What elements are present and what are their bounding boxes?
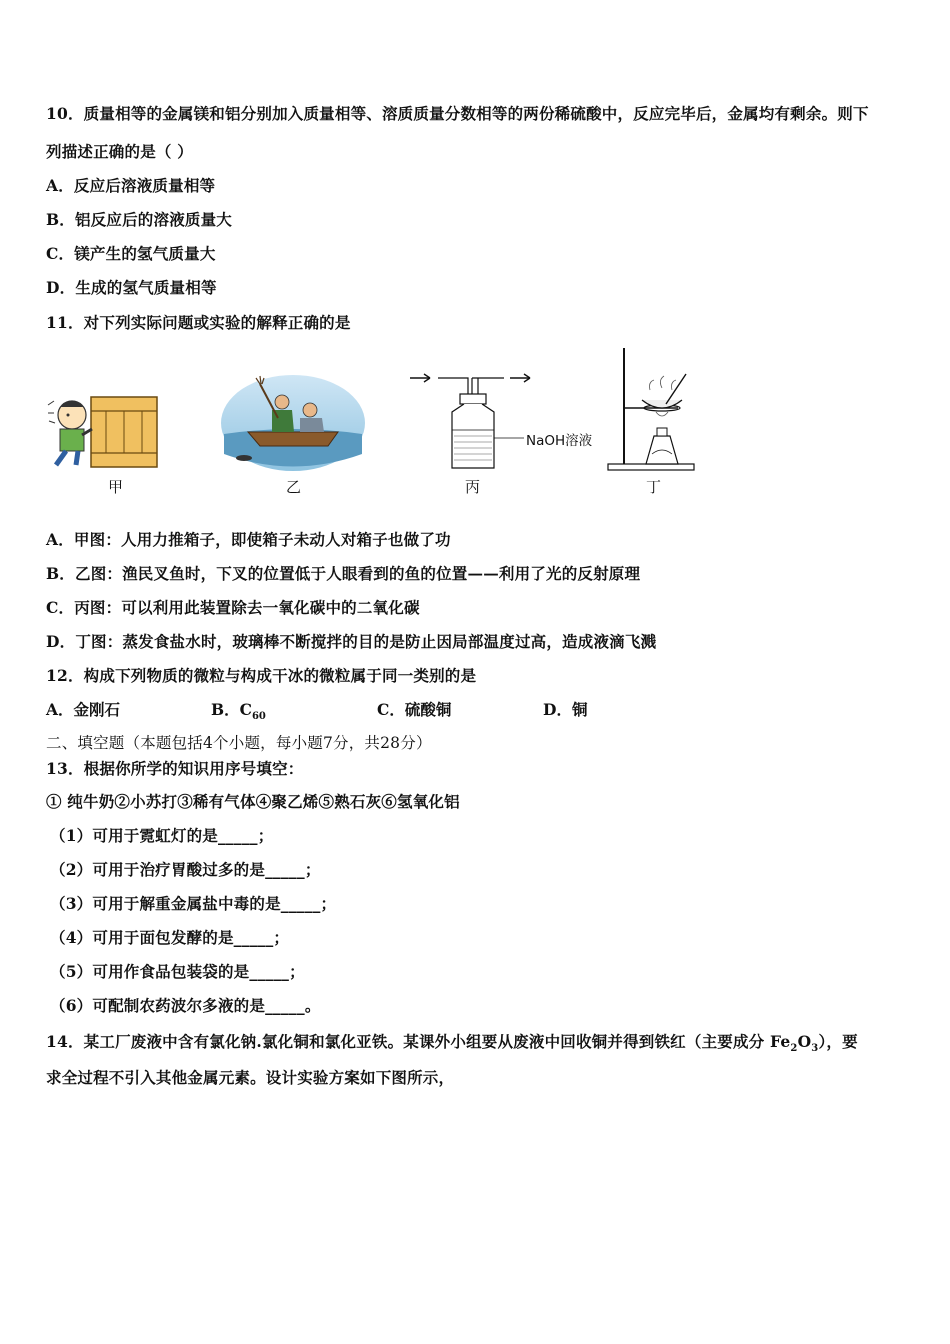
q12-option-c: C．硫酸铜 [377, 700, 452, 719]
q14-subscript-2: 2 [790, 1043, 798, 1055]
q14-line1-text-b: ），要 [818, 1032, 858, 1051]
naoh-solution-label: NaOH溶液 [526, 433, 593, 449]
q13-stem: 13．根据你所学的知识用序号填空： [46, 759, 304, 778]
q10-option-d: D．生成的氢气质量相等 [46, 278, 217, 297]
q14-subscript-3: 3 [811, 1043, 819, 1055]
q13-blank-1: （1）可用于霓虹灯的是_____； [50, 826, 274, 845]
q10-option-a: A．反应后溶液质量相等 [46, 176, 216, 195]
q14-line1 [46, 1030, 858, 1054]
q11-option-d: D．丁图：蒸发食盐水时，玻璃棒不断搅拌的目的是防止因局部温度过高，造成液滴飞溅 [46, 632, 657, 651]
q10-stem-line2: 列描述正确的是（ ） [46, 142, 193, 161]
q12-option-b-subscript: 60 [251, 711, 266, 723]
q11-stem: 11．对下列实际问题或实验的解释正确的是 [46, 313, 351, 332]
q13-blank-4: （4）可用于面包发酵的是_____； [50, 928, 290, 947]
q13-blank-2: （2）可用于治疗胃酸过多的是_____； [50, 860, 321, 879]
figure-jia-pushing-box [46, 385, 161, 470]
q13-choices: ① 纯牛奶②小苏打③稀有气体④聚乙烯⑤熟石灰⑥氢氧化铝 [46, 792, 460, 811]
q12-option-d: D．铜 [543, 700, 588, 719]
q14-line2: 求全过程不引入其他金属元素。设计实验方案如下图所示， [46, 1068, 455, 1087]
q12-stem: 12．构成下列物质的微粒与构成干冰的微粒属于同一类别的是 [46, 666, 477, 685]
figure-caption-ding: 丁 [646, 478, 662, 496]
figure-yi-fishing-boat [220, 374, 366, 472]
q10-option-c: C．镁产生的氢气质量大 [46, 244, 216, 263]
q12-option-b-text: B．C [211, 700, 252, 719]
q11-option-b: B．乙图：渔民叉鱼时，下叉的位置低于人眼看到的鱼的位置——利用了光的反射原理 [46, 564, 641, 583]
q12-option-b [211, 698, 266, 722]
q10-option-b: B．铝反应后的溶液质量大 [46, 210, 233, 229]
q13-blank-6: （6）可配制农药波尔多液的是_____。 [50, 996, 321, 1015]
q13-blank-3: （3）可用于解重金属盐中毒的是_____； [50, 894, 337, 913]
q10-stem-line1: 10．质量相等的金属镁和铝分别加入质量相等、溶质质量分数相等的两份稀硫酸中，反应完毕后，金属均有剩余。则下 [46, 104, 869, 123]
q11-option-a: A．甲图：人用力推箱子，即使箱子未动人对箱子也做了功 [46, 530, 451, 549]
q14-line1-text-a: 14．某工厂废液中含有氯化钠.氯化铜和氯化亚铁。某课外小组要从废液中回收铜并得到铁红（主要成分 Fe [46, 1032, 791, 1051]
q12-option-a: A．金刚石 [46, 700, 121, 719]
figure-caption-yi: 乙 [286, 478, 302, 496]
q11-option-c: C．丙图：可以利用此装置除去一氧化碳中的二氧化碳 [46, 598, 420, 617]
figure-caption-bing: 丙 [465, 478, 481, 496]
q14-oxygen: O [797, 1032, 812, 1051]
figure-bing-gas-washing-bottle [408, 372, 603, 472]
section-heading: 二、填空题（本题包括4个小题，每小题7分，共28分） [46, 734, 432, 752]
figure-caption-jia: 甲 [108, 478, 124, 496]
figure-ding-evaporation [606, 346, 698, 472]
q13-blank-5: （5）可用作食品包装袋的是_____； [50, 962, 305, 981]
